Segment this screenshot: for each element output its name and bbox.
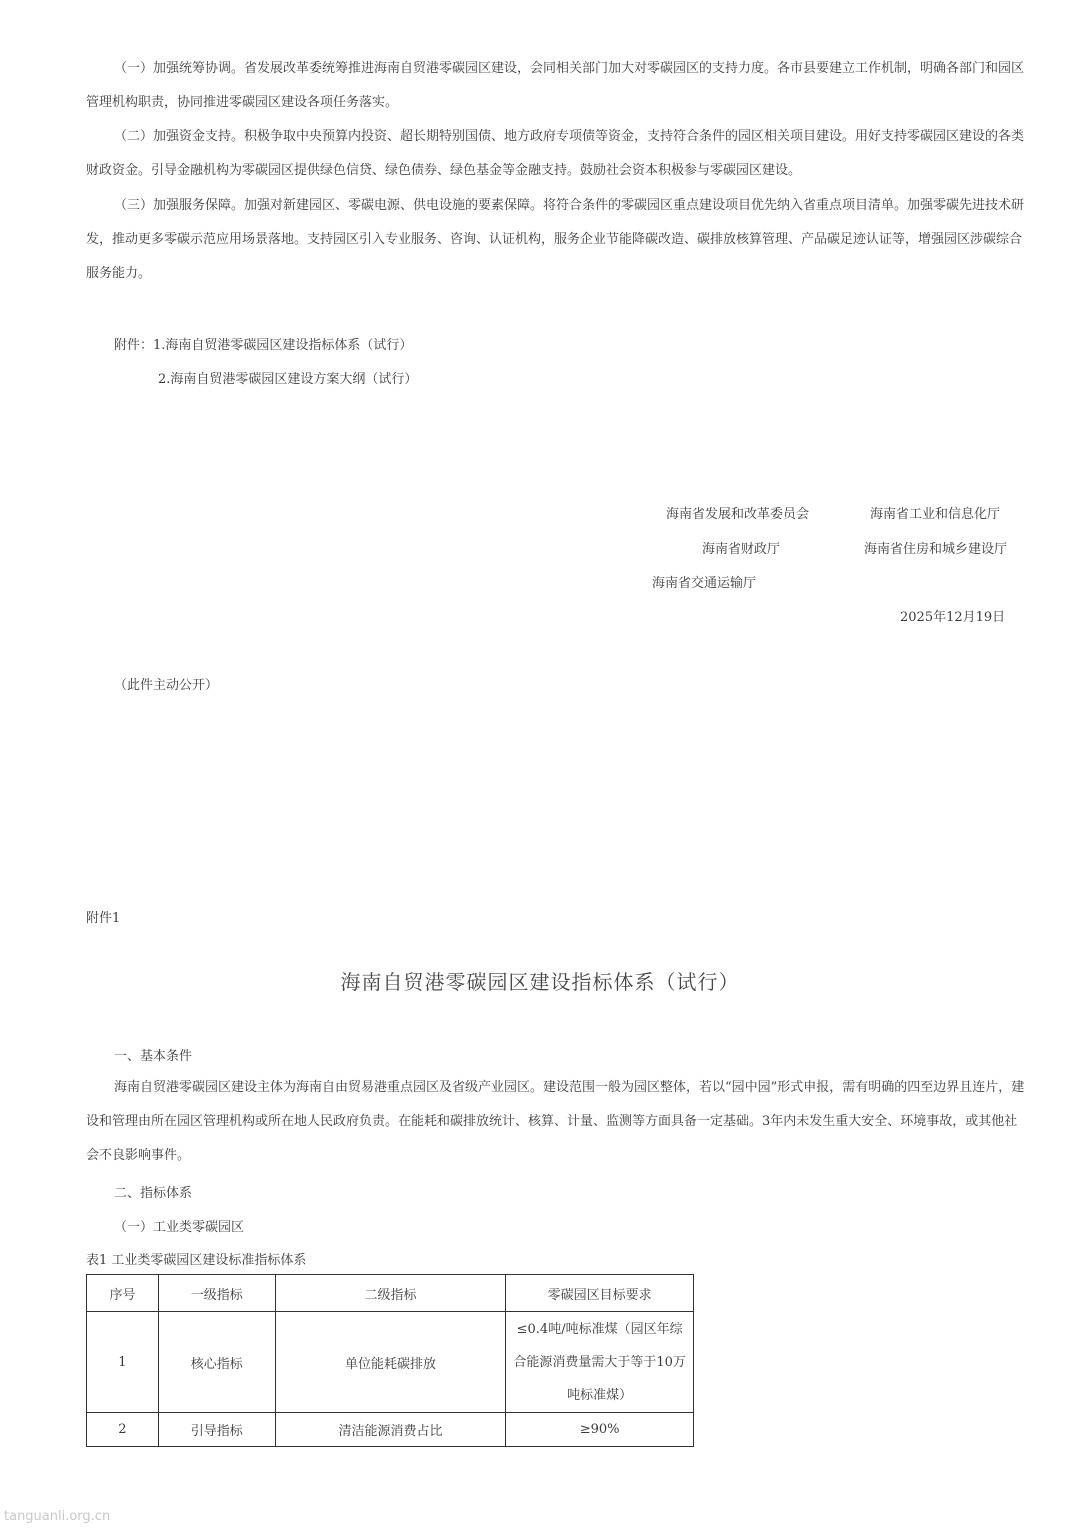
header-target: 零碳园区目标要求 — [506, 1275, 694, 1312]
table-row — [87, 1312, 694, 1413]
signatory-finance: 海南省财政厅 — [702, 542, 781, 557]
attachment-line-2: 2.海南自贸港零碳园区建设方案大纲（试行） — [158, 372, 418, 387]
indicator-table — [86, 1274, 694, 1447]
cell-target: ≥90% — [506, 1413, 694, 1447]
signatory-industry: 海南省工业和信息化厅 — [870, 507, 1001, 522]
cell-primary-indicator: 引导指标 — [158, 1413, 275, 1447]
heading-industrial-park: （一）工业类零碳园区 — [114, 1220, 245, 1235]
header-serial: 序号 — [87, 1275, 159, 1312]
header-secondary-indicator: 二级指标 — [275, 1275, 506, 1312]
cell-target: ≤0.4吨/吨标准煤（园区年综合能源消费量需大于等于10万吨标准煤） — [506, 1312, 694, 1413]
cell-secondary-indicator: 清洁能源消费占比 — [275, 1413, 506, 1447]
paragraph-basic-conditions: 海南自贸港零碳园区建设主体为海南自由贸易港重点园区及省级产业园区。建设范围一般为园区整体，若以“园中园”形式申报，需有明确的四至边界且连片，建设和管理由所在园区管理机构或所在地人民政府负责。在能耗和碳排放统计、核算、计量、监测等方面具备一定基础。3年内未发生重大安全、环境事故，或其他社会不良影响事件。 — [86, 1080, 1025, 1163]
cell-secondary-indicator: 单位能耗碳排放 — [275, 1312, 506, 1413]
watermark: tanguanli.org.cn — [4, 1509, 111, 1524]
header-primary-indicator: 一级指标 — [158, 1275, 275, 1312]
public-notice: （此件主动公开） — [114, 678, 219, 693]
paragraph-service: （三）加强服务保障。加强对新建园区、零碳电源、供电设施的要素保障。将符合条件的零碳园区重点建设项目优先纳入省重点项目清单。加强零碳先进技术研发，推动更多零碳示范应用场景落地。支持园区引入专业服务、咨询、认证机构，服务企业节能降碳改造、碳排放核算管理、产品碳足迹认证等，增强园区涉碳综合服务能力。 — [86, 198, 1025, 281]
attachment-line-1: 附件：1.海南自贸港零碳园区建设指标体系（试行） — [114, 338, 413, 353]
signatory-ndrc: 海南省发展和改革委员会 — [666, 507, 810, 522]
signatory-housing: 海南省住房和城乡建设厅 — [864, 542, 1008, 557]
table-header-row — [87, 1275, 694, 1312]
paragraph-funding: （二）加强资金支持。积极争取中央预算内投资、超长期特别国债、地方政府专项债等资金，支持符合条件的园区相关项目建设。用好支持零碳园区建设的各类财政资金。引导金融机构为零碳园区提供绿色信贷、绿色债券、绿色基金等金融支持。鼓励社会资本积极参与零碳园区建设。 — [86, 129, 1025, 178]
cell-primary-indicator: 核心指标 — [158, 1312, 275, 1413]
paragraph-coordination: （一）加强统筹协调。省发展改革委统筹推进海南自贸港零碳园区建设，会同相关部门加大对零碳园区的支持力度。各市县要建立工作机制，明确各部门和园区管理机构职责，协同推进零碳园区建设各项任务落实。 — [86, 61, 1025, 110]
signatory-transport: 海南省交通运输厅 — [652, 576, 757, 591]
issue-date: 2025年12月19日 — [900, 610, 1006, 625]
heading-basic-conditions: 一、基本条件 — [114, 1049, 193, 1064]
cell-serial: 2 — [87, 1413, 159, 1447]
table-row — [87, 1413, 694, 1447]
annex-title: 海南自贸港零碳园区建设指标体系（试行） — [340, 970, 740, 994]
cell-serial: 1 — [87, 1312, 159, 1413]
table-caption: 表1 工业类零碳园区建设标准指标体系 — [86, 1253, 307, 1268]
heading-indicator-system: 二、指标体系 — [114, 1186, 193, 1201]
annex-label: 附件1 — [86, 911, 121, 926]
